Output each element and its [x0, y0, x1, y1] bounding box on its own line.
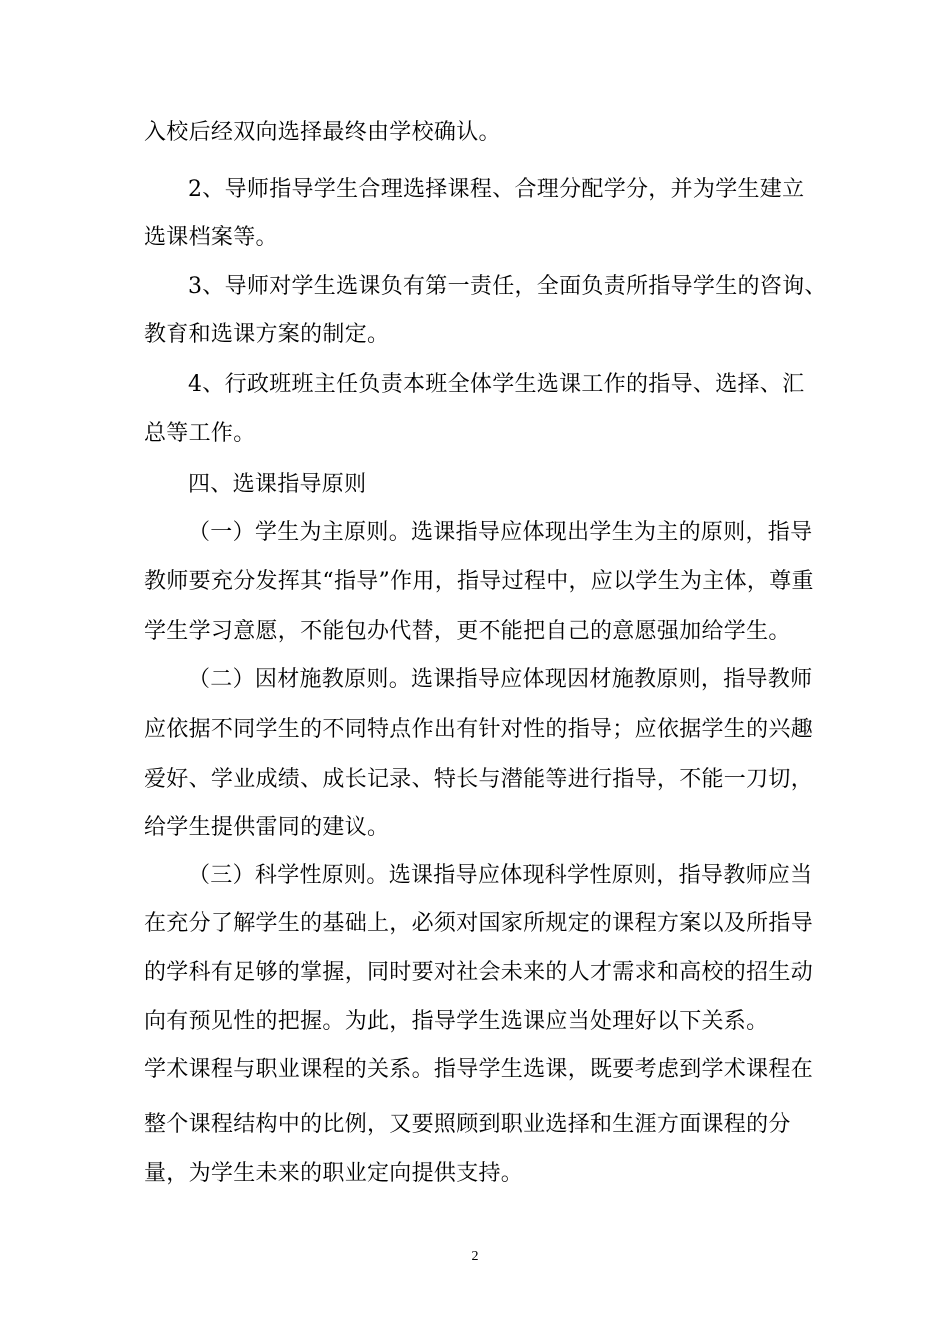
text-line: 教育和选课方案的制定。: [144, 322, 390, 347]
text-line: 的学科有足够的掌握，同时要对社会未来的人才需求和高校的招生动: [144, 960, 814, 985]
text-line: 在充分了解学生的基础上，必须对国家所规定的课程方案以及所指导: [144, 911, 814, 936]
text-line: 向有预见性的把握。为此，指导学生选课应当处理好以下关系。: [144, 1009, 769, 1034]
text-line: （三）科学性原则。选课指导应体现科学性原则，指导教师应当: [188, 863, 813, 888]
section-heading: 四、选课指导原则: [188, 472, 367, 497]
text-line: 学生学习意愿，不能包办代替，更不能把自己的意愿强加给学生。: [144, 619, 791, 644]
text-line: 教师要充分发挥其“指导”作用，指导过程中，应以学生为主体，尊重: [144, 569, 814, 594]
page-number: 2: [471, 1249, 479, 1264]
text-line: 总等工作。: [144, 421, 256, 446]
text-line: 4、行政班班主任负责本班全体学生选课工作的指导、选择、汇: [188, 372, 805, 397]
text-line: 给学生提供雷同的建议。: [144, 815, 390, 840]
text-line: 3、导师对学生选课负有第一责任，全面负责所指导学生的咨询、: [188, 274, 827, 299]
text-line: 入校后经双向选择最终由学校确认。: [144, 120, 501, 145]
text-line: 选课档案等。: [144, 225, 278, 250]
text-line: 2、导师指导学生合理选择课程、合理分配学分，并为学生建立: [188, 177, 805, 202]
text-line: 学术课程与职业课程的关系。指导学生选课，既要考虑到学术课程在: [144, 1057, 814, 1082]
text-line: （二）因材施教原则。选课指导应体现因材施教原则，指导教师: [188, 667, 813, 692]
text-line: 应依据不同学生的不同特点作出有针对性的指导；应依据学生的兴趣: [144, 717, 814, 742]
text-line: 整个课程结构中的比例，又要照顾到职业选择和生涯方面课程的分: [144, 1112, 791, 1137]
text-line: 量，为学生未来的职业定向提供支持。: [144, 1161, 524, 1186]
text-line: （一）学生为主原则。选课指导应体现出学生为主的原则，指导: [188, 520, 813, 545]
text-line: 爱好、学业成绩、成长记录、特长与潜能等进行指导，不能一刀切，: [144, 767, 814, 792]
